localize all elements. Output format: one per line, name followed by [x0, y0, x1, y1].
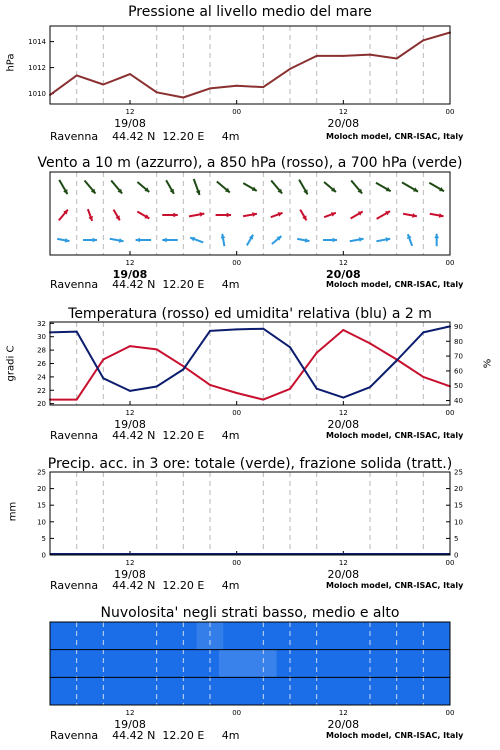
- x-tick-label: 12: [338, 709, 348, 717]
- y-tick-label-right: 15: [454, 501, 463, 510]
- date-label: 19/08: [114, 117, 146, 130]
- credit-text: Moloch model, CNR-ISAC, Italy: [326, 132, 464, 141]
- y-tick-label: 15: [37, 501, 46, 510]
- clouds-title: Nuvolosita' negli strati basso, medio e alto: [100, 605, 400, 621]
- x-tick-label: 12: [338, 108, 348, 116]
- x-tick-label: 00: [232, 709, 242, 717]
- x-tick-label: 00: [445, 259, 455, 267]
- date-label: 20/08: [327, 117, 360, 130]
- y-tick-label: 1012: [28, 64, 46, 73]
- credit-text: Moloch model, CNR-ISAC, Italy: [326, 581, 464, 590]
- y-tick-label: 1014: [28, 38, 46, 47]
- y-tick-label-right: 50: [454, 382, 463, 391]
- y-tick-label: 10: [37, 518, 46, 527]
- y-tick-label-right: 80: [454, 337, 463, 346]
- temp-title: Temperatura (rosso) ed umidita' relativa (blu) a 2 m: [68, 306, 432, 322]
- x-tick-label: 12: [125, 108, 135, 116]
- location-line: Ravenna 44.42 N 12.20 E 4m: [50, 278, 240, 291]
- y-tick-label: 26: [37, 360, 46, 368]
- x-tick-label: 12: [338, 409, 348, 417]
- cloud-row-basso: [50, 677, 450, 705]
- y-tick-label: 1010: [28, 90, 46, 99]
- date-label: 19/08: [114, 718, 146, 731]
- y-tick-label-right: 60: [454, 367, 463, 376]
- x-tick-label: 00: [445, 409, 455, 417]
- x-tick-label: 00: [445, 108, 455, 116]
- y-tick-label: 30: [37, 333, 46, 342]
- date-label: 19/08: [114, 418, 146, 431]
- date-label: 20/08: [327, 418, 360, 431]
- x-tick-label: 12: [338, 559, 348, 567]
- y-tick-label-right: 10: [454, 518, 463, 527]
- y-tick-label: 5: [41, 534, 46, 543]
- wind-title: Vento a 10 m (azzurro), a 850 hPa (rosso), a 700 hPa (verde): [37, 155, 463, 171]
- y-tick-label: 0: [41, 551, 46, 560]
- date-label: 20/08: [327, 718, 360, 731]
- temp-ylabel: gradi C: [5, 345, 17, 382]
- location-line: Ravenna 44.42 N 12.20 E 4m: [50, 729, 240, 742]
- y-tick-label-right: 5: [454, 534, 459, 543]
- y-tick-label: 24: [37, 373, 46, 382]
- y-tick-label-right: 40: [454, 397, 463, 406]
- x-tick-label: 12: [125, 409, 135, 417]
- x-tick-label: 12: [125, 709, 135, 717]
- x-tick-label: 00: [232, 559, 242, 567]
- pressure-title: Pressione al livello medio del mare: [128, 4, 372, 20]
- y-tick-label-right: 25: [454, 468, 463, 477]
- y-tick-label: 32: [37, 319, 46, 328]
- y-tick-label-right: 20: [454, 485, 463, 494]
- x-tick-label: 00: [445, 559, 455, 567]
- y-tick-label: 25: [37, 468, 46, 477]
- y-tick-label: 20: [37, 485, 46, 494]
- location-line: Ravenna 44.42 N 12.20 E 4m: [50, 130, 240, 143]
- x-tick-label: 12: [338, 259, 348, 267]
- date-label: 19/08: [112, 268, 148, 281]
- x-tick-label: 00: [445, 709, 455, 717]
- precip-title: Precip. acc. in 3 ore: totale (verde), frazione solida (tratt.): [47, 456, 453, 472]
- date-label: 20/08: [327, 568, 360, 581]
- cloud-row-alto: [50, 622, 450, 650]
- x-tick-label: 00: [232, 259, 242, 267]
- y-tick-label: 28: [37, 346, 46, 355]
- y-tick-label: 22: [37, 386, 46, 395]
- x-tick-label: 12: [125, 559, 135, 567]
- credit-text: Moloch model, CNR-ISAC, Italy: [326, 731, 464, 740]
- location-line: Ravenna 44.42 N 12.20 E 4m: [50, 579, 240, 592]
- rh-ylabel: %: [482, 358, 494, 369]
- location-line: Ravenna 44.42 N 12.20 E 4m: [50, 429, 240, 442]
- x-tick-label: 00: [232, 108, 242, 116]
- y-tick-label: 20: [37, 400, 46, 409]
- pressure-ylabel: hPa: [5, 53, 17, 72]
- date-label: 20/08: [326, 268, 361, 281]
- cloud-cell: [219, 650, 277, 678]
- x-tick-label: 00: [232, 409, 242, 417]
- y-tick-label-right: 0: [454, 551, 459, 560]
- precip-ylabel: mm: [7, 501, 19, 522]
- date-label: 19/08: [114, 568, 146, 581]
- credit-text: Moloch model, CNR-ISAC, Italy: [326, 431, 464, 440]
- credit-text: Moloch model, CNR-ISAC, Italy: [326, 280, 464, 289]
- x-tick-label: 12: [125, 259, 135, 267]
- y-tick-label-right: 90: [454, 322, 463, 331]
- y-tick-label-right: 70: [454, 352, 463, 361]
